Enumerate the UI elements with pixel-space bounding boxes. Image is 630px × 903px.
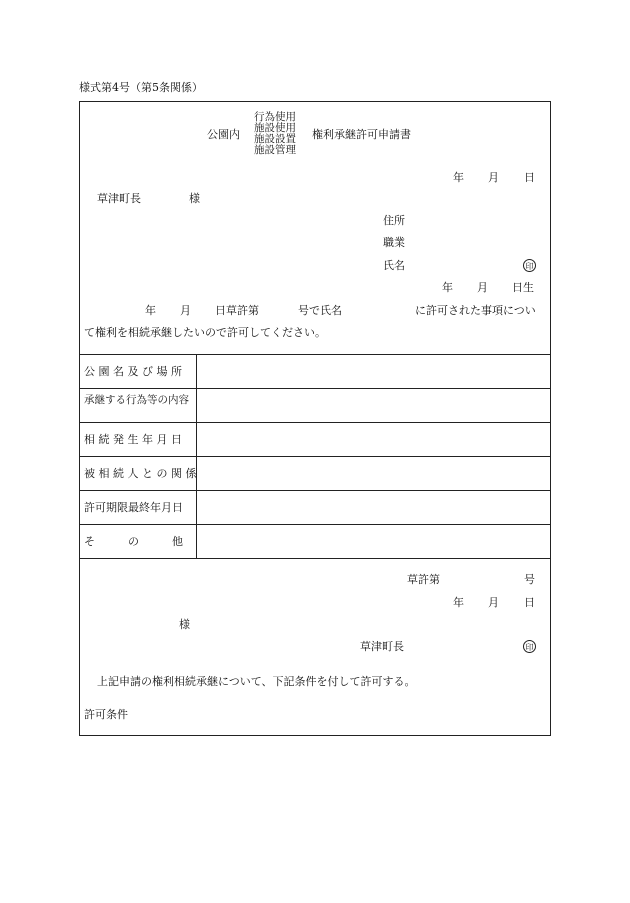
address-label: 住所 xyxy=(383,214,405,227)
permit-prefix: 草許第 xyxy=(407,573,440,586)
addressee-honorific: 様 xyxy=(189,192,200,205)
conditions-label: 許可条件 xyxy=(84,708,128,721)
row-label-other: そ の 他 xyxy=(84,535,183,548)
row-label-park: 公 園 名 及 び 場 所 xyxy=(84,365,182,378)
row-label-succession: 承継する行為等の内容 xyxy=(84,394,189,406)
purpose-options xyxy=(254,112,296,156)
table-rule xyxy=(79,388,551,389)
body-permitted: に許可された事項につい xyxy=(415,304,536,317)
purpose-option: 施設設置 xyxy=(254,133,296,145)
issuer-seal-icon: 印 xyxy=(523,640,536,653)
approval-date-day: 日 xyxy=(524,596,535,609)
approval-statement: 上記申請の権利相続承継について、下記条件を付して許可する。 xyxy=(97,675,416,688)
table-rule xyxy=(79,490,551,491)
body-name: 号で氏名 xyxy=(298,304,342,317)
application-date-day: 日 xyxy=(524,171,535,184)
purpose-option: 行為使用 xyxy=(254,111,296,123)
name-label: 氏名 xyxy=(383,259,405,272)
table-rule xyxy=(79,422,551,423)
addressee: 草津町長 xyxy=(97,192,141,205)
purpose-option: 施設使用 xyxy=(254,122,296,134)
row-label-expiry-date: 許可期限最終年月日 xyxy=(84,501,183,514)
occupation-label: 職業 xyxy=(383,236,405,249)
park-prefix: 公園内 xyxy=(207,128,240,141)
table-rule xyxy=(79,558,551,559)
approval-date-year: 年 xyxy=(453,596,464,609)
applicant-seal-icon: 印 xyxy=(523,259,536,272)
body-permit-number: 日草許第 xyxy=(215,304,259,317)
table-column-divider xyxy=(196,354,197,558)
row-label-inheritance-date: 相 続 発 生 年 月 日 xyxy=(84,433,182,446)
row-label-relationship: 被 相 続 人 と の 関 係 xyxy=(84,467,197,480)
issuer: 草津町長 xyxy=(360,640,404,653)
birth-year: 年 xyxy=(442,281,453,294)
application-date-month: 月 xyxy=(488,171,499,184)
birth-month: 月 xyxy=(477,281,488,294)
table-rule xyxy=(79,456,551,457)
birth-suffix: 日生 xyxy=(512,281,534,294)
body-month: 月 xyxy=(180,304,191,317)
application-date-year: 年 xyxy=(453,171,464,184)
table-rule xyxy=(79,524,551,525)
permit-suffix: 号 xyxy=(524,573,535,586)
form-number: 様式第4号（第5条関係） xyxy=(79,81,203,94)
form-frame xyxy=(79,101,551,736)
form-title: 権利承継許可申請書 xyxy=(312,128,411,141)
body-line-2: て権利を相続承継したいので許可してください。 xyxy=(84,326,326,339)
approval-date-month: 月 xyxy=(488,596,499,609)
purpose-option: 施設管理 xyxy=(254,144,296,156)
body-year: 年 xyxy=(145,304,156,317)
recipient-honorific: 様 xyxy=(179,618,190,631)
table-rule xyxy=(79,354,551,355)
